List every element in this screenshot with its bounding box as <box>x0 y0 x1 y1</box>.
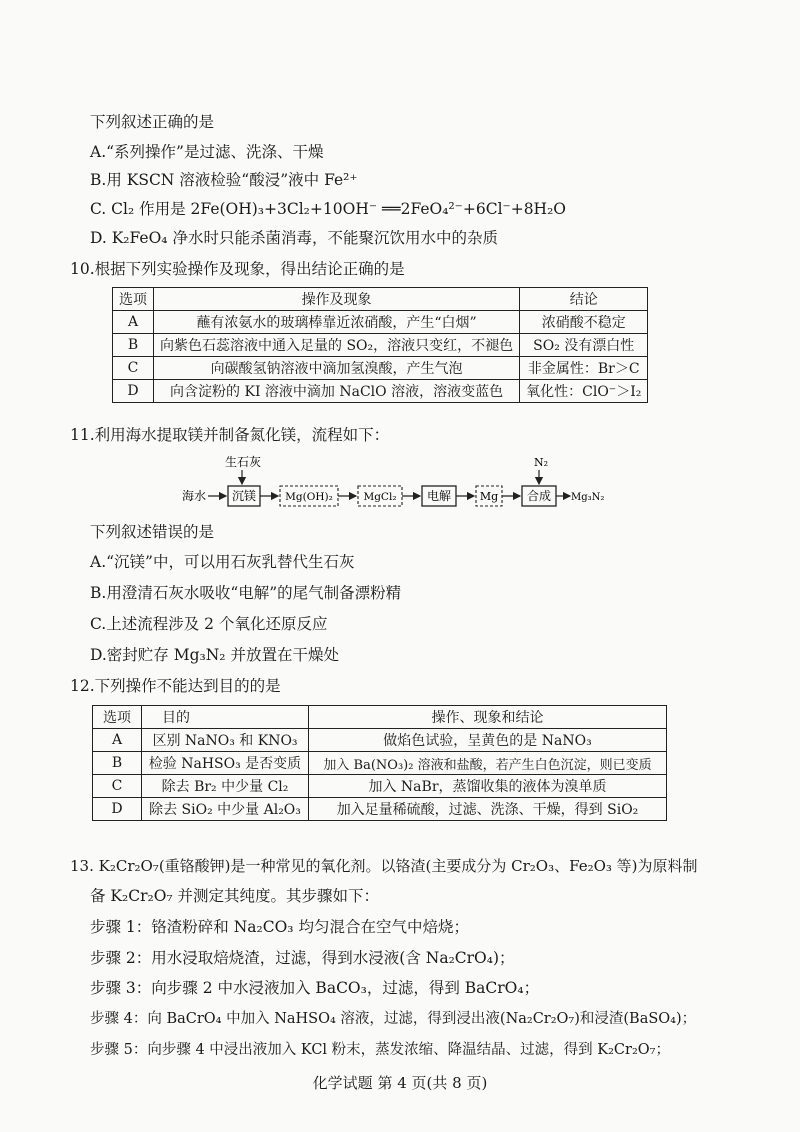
table-cell: 加入足量稀硫酸，过滤、洗涤、干燥，得到 SiO₂ <box>309 798 667 821</box>
table-cell: 加入 NaBr，蒸馏收集的液体为溴单质 <box>309 775 667 798</box>
table-cell: C <box>93 775 142 798</box>
flow-reagent-lime: 生石灰 <box>225 455 262 469</box>
table-cell: 除去 Br₂ 中少量 Cl₂ <box>142 775 309 798</box>
q11-option-b: B.用澄清石灰水吸收“电解”的尾气制备漂粉精 <box>90 584 402 602</box>
table-header: 操作及现象 <box>154 288 520 311</box>
q10-table <box>112 287 648 403</box>
flow-step-mg: Mg <box>479 490 499 503</box>
table-header-row <box>113 288 648 311</box>
q9-option-c: C. Cl₂ 作用是 2Fe(OH)₃+3Cl₂+10OH⁻ ══2FeO₄²⁻+6Cl⁻+8H₂O <box>90 200 566 218</box>
flow-reagent-n2: N₂ <box>534 456 549 469</box>
q10-title: 10.根据下列实验操作及现象，得出结论正确的是 <box>70 260 405 278</box>
table-cell: SO₂ 没有漂白性 <box>520 334 648 357</box>
table-row <box>113 357 648 380</box>
q11-flow-diagram <box>180 454 605 524</box>
table-cell: D <box>93 798 142 821</box>
table-header: 选项 <box>93 706 142 729</box>
q13-step-2: 步骤 2：用水浸取焙烧渣，过滤，得到水浸液(含 Na₂CrO₄)； <box>90 949 515 967</box>
flow-input-label: 海水 <box>182 489 207 503</box>
table-cell: 浓硝酸不稳定 <box>520 311 648 334</box>
q9-option-b: B.用 KSCN 溶液检验“酸浸”液中 Fe²⁺ <box>90 171 358 189</box>
q9-option-d: D. K₂FeO₄ 净水时只能杀菌消毒，不能聚沉饮用水中的杂质 <box>90 229 498 247</box>
table-cell: 非金属性：Br＞C <box>520 357 648 380</box>
table-row <box>93 775 667 798</box>
q13-step-3: 步骤 3：向步骤 2 中水浸液加入 BaCO₃，过滤，得到 BaCrO₄； <box>90 979 540 997</box>
flow-step-electrolysis: 电解 <box>426 489 452 503</box>
q13-step-1: 步骤 1：铬渣粉碎和 Na₂CO₃ 均匀混合在空气中焙烧； <box>90 918 469 936</box>
q12-title: 12.下列操作不能达到目的的是 <box>70 677 281 695</box>
q13-step-5: 步骤 5：向步骤 4 中浸出液加入 KCl 粉末，蒸发浓缩、降温结晶、过滤，得到 K₂Cr₂O₇； <box>90 1042 670 1058</box>
table-cell: 加入 Ba(NO₃)₂ 溶液和盐酸，若产生白色沉淀，则已变质 <box>309 752 667 775</box>
flow-step-mgcl2: MgCl₂ <box>363 491 397 503</box>
table-cell: 向含淀粉的 KI 溶液中滴加 NaClO 溶液，溶液变蓝色 <box>154 380 520 403</box>
table-header: 操作、现象和结论 <box>309 706 667 729</box>
table-cell: 检验 NaHSO₃ 是否变质 <box>142 752 309 775</box>
table-cell: 向碳酸氢钠溶液中滴加氢溴酸，产生气泡 <box>154 357 520 380</box>
table-cell: A <box>93 729 142 752</box>
table-cell: 向紫色石蕊溶液中通入足量的 SO₂，溶液只变红，不褪色 <box>154 334 520 357</box>
q13-line1: 13. K₂Cr₂O₇(重铬酸钾)是一种常见的氧化剂。以铬渣(主要成分为 Cr₂O₃、Fe₂O₃ 等)为原料制 <box>70 857 698 875</box>
table-row <box>93 752 667 775</box>
table-row <box>93 798 667 821</box>
table-row <box>93 729 667 752</box>
flow-step-synthesis: 合成 <box>526 489 552 503</box>
table-cell: D <box>113 380 154 403</box>
table-cell: 蘸有浓氨水的玻璃棒靠近浓硝酸，产生“白烟” <box>154 311 520 334</box>
table-row <box>113 334 648 357</box>
table-header: 目的 <box>142 706 309 729</box>
table-cell: 做焰色试验，呈黄色的是 NaNO₃ <box>309 729 667 752</box>
table-row <box>113 311 648 334</box>
table-cell: A <box>113 311 154 334</box>
table-header-row <box>93 706 667 729</box>
q9-option-a: A.“系列操作”是过滤、洗涤、干燥 <box>90 143 324 161</box>
table-cell: 除去 SiO₂ 中少量 Al₂O₃ <box>142 798 309 821</box>
table-cell: B <box>113 334 154 357</box>
q11-title: 11.利用海水提取镁并制备氮化镁，流程如下： <box>70 426 390 444</box>
table-cell: 区别 NaNO₃ 和 KNO₃ <box>142 729 309 752</box>
flow-output-label: Mg₃N₂ <box>571 492 605 503</box>
q13-step-4: 步骤 4：向 BaCrO₄ 中加入 NaHSO₄ 溶液，过滤，得到浸出液(Na₂Cr₂O₇)和浸渣(BaSO₄)； <box>90 1011 697 1027</box>
flow-step-mgoh2: Mg(OH)₂ <box>285 491 333 503</box>
q13-line2: 备 K₂Cr₂O₇ 并测定其纯度。其步骤如下： <box>90 887 380 905</box>
flow-step-precipitate: 沉镁 <box>231 489 257 503</box>
table-cell: B <box>93 752 142 775</box>
q11-option-c: C.上述流程涉及 2 个氧化还原反应 <box>90 615 328 633</box>
q11-option-d: D.密封贮存 Mg₃N₂ 并放置在干燥处 <box>90 646 339 664</box>
q12-table <box>92 705 667 821</box>
q9-prompt: 下列叙述正确的是 <box>90 113 215 131</box>
table-header: 选项 <box>113 288 154 311</box>
table-header: 结论 <box>520 288 648 311</box>
table-cell: C <box>113 357 154 380</box>
table-row <box>113 380 648 403</box>
q11-option-a: A.“沉镁”中，可以用石灰乳替代生石灰 <box>90 553 355 571</box>
page-footer: 化学试题 第 4 页(共 8 页) <box>312 1074 488 1092</box>
q11-prompt: 下列叙述错误的是 <box>90 523 215 541</box>
table-cell: 氧化性：ClO⁻＞I₂ <box>520 380 648 403</box>
